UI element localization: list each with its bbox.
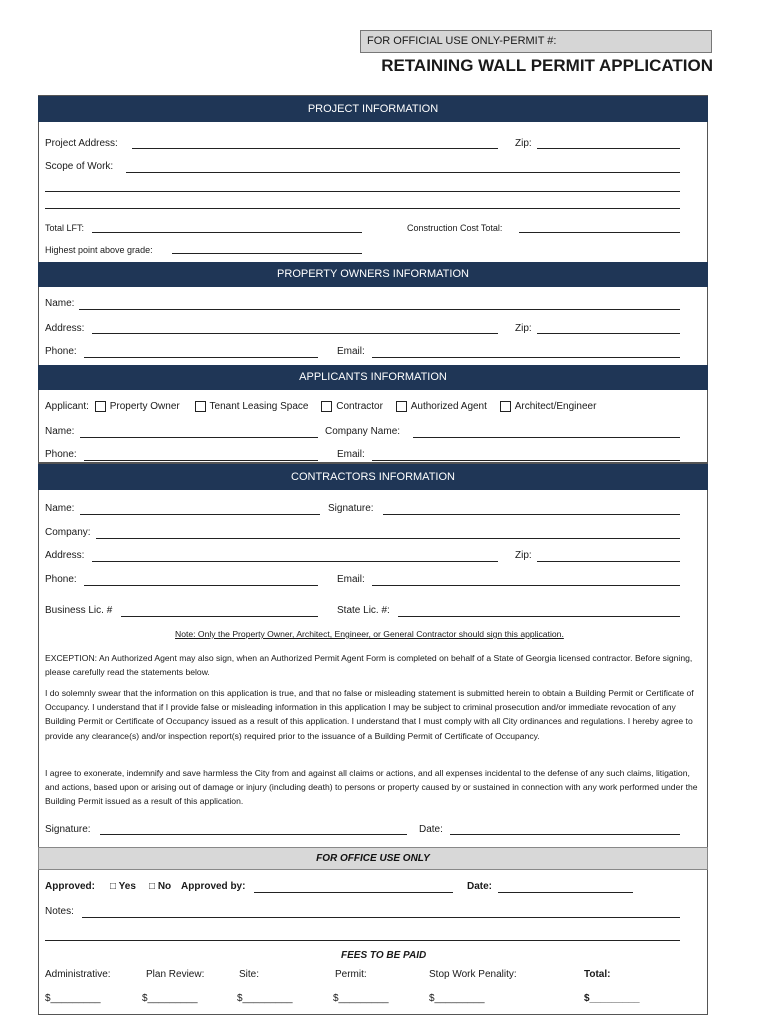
approved-by-label: Approved by: — [181, 881, 246, 892]
checkbox-architect-engineer[interactable] — [500, 401, 511, 412]
fee-permit-amount[interactable]: $_________ — [333, 993, 389, 1004]
final-date-field[interactable] — [450, 834, 680, 835]
oath-paragraph: I do solemnly swear that the information on this application is true, and that no false or misleading statement is submitted herein to obtain a Building Permit or Certificate of Occupancy. I understand that if I provide false or misleading information in this application I may be subject to criminal prosecution and/or immediate revocation of any Building Permit or Certificate of Occupancy issued as a result of this application. I understand that I must comply with all City ordinances and regulations. I hereby agree to provide any clearance(s) and/or inspection report(s) required prior to the issuance of a Building Permit of Certificate of Occupancy. — [45, 688, 694, 741]
contractor-phone-label: Phone: — [45, 574, 77, 585]
final-signature-label: Signature: — [45, 824, 91, 835]
owner-address-label: Address: — [45, 323, 85, 334]
applicant-name-field[interactable] — [80, 437, 318, 438]
state-lic-field[interactable] — [398, 616, 680, 617]
exception-paragraph: EXCEPTION: An Authorized Agent may also sign, when an Authorized Permit Agent Form is completed on behalf of a State of Georgia licensed contractor. Before signing, please carefully read the statements below. — [45, 653, 693, 678]
approved-by-field[interactable] — [254, 892, 453, 893]
total-lft-label: Total LFT: — [45, 223, 85, 233]
owner-phone-field[interactable] — [84, 357, 318, 358]
contractor-name-label: Name: — [45, 503, 75, 514]
applicant-company-field[interactable] — [413, 437, 680, 438]
fee-plan-review-amount[interactable]: $_________ — [142, 993, 198, 1004]
contractor-signature-label: Signature: — [328, 503, 374, 514]
final-signature-field[interactable] — [100, 834, 407, 835]
owner-name-label: Name: — [45, 298, 75, 309]
notes-field[interactable] — [82, 917, 680, 918]
contractor-signature-field[interactable] — [383, 514, 680, 515]
applicant-company-label: Company Name: — [325, 426, 401, 437]
contractor-address-field[interactable] — [92, 561, 498, 562]
contractor-address-label: Address: — [45, 550, 85, 561]
applicant-email-label: Email: — [337, 449, 365, 460]
owner-email-field[interactable] — [372, 357, 680, 358]
applicant-label: Applicant: — [45, 401, 89, 413]
fee-total-label: Total: — [584, 969, 611, 980]
checkbox-contractor[interactable] — [321, 401, 332, 412]
option-contractor: Contractor — [336, 401, 383, 413]
fee-plan-review-label: Plan Review: — [146, 969, 205, 980]
final-date-label: Date: — [419, 824, 443, 835]
contractor-company-field[interactable] — [96, 538, 680, 539]
option-tenant-leasing: Tenant Leasing Space — [209, 401, 309, 413]
section-header-office: FOR OFFICE USE ONLY — [38, 847, 708, 870]
contractor-zip-field[interactable] — [537, 561, 680, 562]
office-date-label: Date: — [467, 881, 493, 892]
fee-admin-label: Administrative: — [45, 969, 111, 980]
project-zip-label: Zip: — [515, 138, 532, 149]
fee-permit-label: Permit: — [335, 969, 367, 980]
option-property-owner: Property Owner — [109, 401, 180, 413]
construction-cost-field[interactable] — [519, 232, 680, 233]
owner-zip-field[interactable] — [537, 333, 680, 334]
highest-point-field[interactable] — [172, 253, 362, 254]
approved-yes-option[interactable]: □ Yes — [110, 881, 136, 892]
notes-line-2[interactable] — [45, 940, 680, 941]
contractor-phone-field[interactable] — [84, 585, 318, 586]
applicant-email-field[interactable] — [372, 460, 680, 461]
fee-site-amount[interactable]: $_________ — [237, 993, 293, 1004]
scope-of-work-line-3[interactable] — [45, 208, 680, 209]
project-zip-field[interactable] — [537, 148, 680, 149]
indemnify-paragraph: I agree to exonerate, indemnify and save harmless the City from and against all claims or actions, and all expenses incidental to the defense of any such claims, litigation, and actions, based upon or arising out of damage or injury (including death) to persons or property caused by or sustained in connection with any work performed under the Building Permit issued as a result of this application. — [45, 768, 698, 807]
business-lic-field[interactable] — [121, 616, 318, 617]
checkbox-authorized-agent[interactable] — [396, 401, 407, 412]
total-lft-field[interactable] — [92, 232, 362, 233]
project-address-field[interactable] — [132, 148, 498, 149]
contractor-company-label: Company: — [45, 527, 91, 538]
owner-name-field[interactable] — [79, 309, 680, 310]
fee-stop-work-label: Stop Work Penality: — [429, 969, 517, 980]
applicant-phone-label: Phone: — [45, 449, 77, 460]
approved-no-option[interactable]: □ No — [149, 881, 172, 892]
construction-cost-label: Construction Cost Total: — [407, 223, 503, 233]
section-header-owners: PROPERTY OWNERS INFORMATION — [38, 262, 708, 287]
section-header-applicants: APPLICANTS INFORMATION — [38, 365, 708, 390]
office-date-field[interactable] — [498, 892, 633, 893]
option-authorized-agent: Authorized Agent — [410, 401, 487, 413]
contractor-email-field[interactable] — [372, 585, 680, 586]
scope-of-work-field[interactable] — [126, 172, 680, 173]
owner-phone-label: Phone: — [45, 346, 77, 357]
form-frame-office — [38, 847, 708, 1015]
fee-total-amount[interactable]: $_________ — [584, 993, 640, 1004]
fees-header: FEES TO BE PAID — [341, 950, 427, 961]
scope-of-work-label: Scope of Work: — [45, 161, 114, 172]
section-header-contractors: CONTRACTORS INFORMATION — [38, 464, 708, 490]
owner-address-field[interactable] — [92, 333, 498, 334]
owner-email-label: Email: — [337, 346, 365, 357]
approved-label: Approved: — [45, 881, 95, 892]
page-title: RETAINING WALL PERMIT APPLICATION — [381, 56, 713, 75]
contractor-zip-label: Zip: — [515, 550, 532, 561]
checkbox-property-owner[interactable] — [95, 401, 106, 412]
business-lic-label: Business Lic. # — [45, 605, 113, 616]
checkbox-tenant-leasing[interactable] — [195, 401, 206, 412]
applicant-phone-field[interactable] — [84, 460, 318, 461]
fee-admin-amount[interactable]: $_________ — [45, 993, 101, 1004]
contractor-email-label: Email: — [337, 574, 365, 585]
applicant-row — [45, 401, 596, 413]
signing-note: Note: Only the Property Owner, Architect, Engineer, or General Contractor should sign this application. — [175, 629, 564, 639]
fee-site-label: Site: — [239, 969, 260, 980]
contractor-name-field[interactable] — [80, 514, 320, 515]
option-architect-engineer: Architect/Engineer — [514, 401, 597, 413]
state-lic-label: State Lic. #: — [337, 605, 390, 616]
highest-point-label: Highest point above grade: — [45, 245, 153, 255]
scope-of-work-line-2[interactable] — [45, 191, 680, 192]
section-header-project: PROJECT INFORMATION — [38, 96, 708, 122]
notes-label: Notes: — [45, 906, 74, 917]
fee-stop-work-amount[interactable]: $_________ — [429, 993, 485, 1004]
owner-zip-label: Zip: — [515, 323, 532, 334]
project-address-label: Project Address: — [45, 138, 118, 149]
official-use-permit-field: FOR OFFICIAL USE ONLY-PERMIT #: — [360, 30, 712, 53]
applicant-name-label: Name: — [45, 426, 75, 437]
